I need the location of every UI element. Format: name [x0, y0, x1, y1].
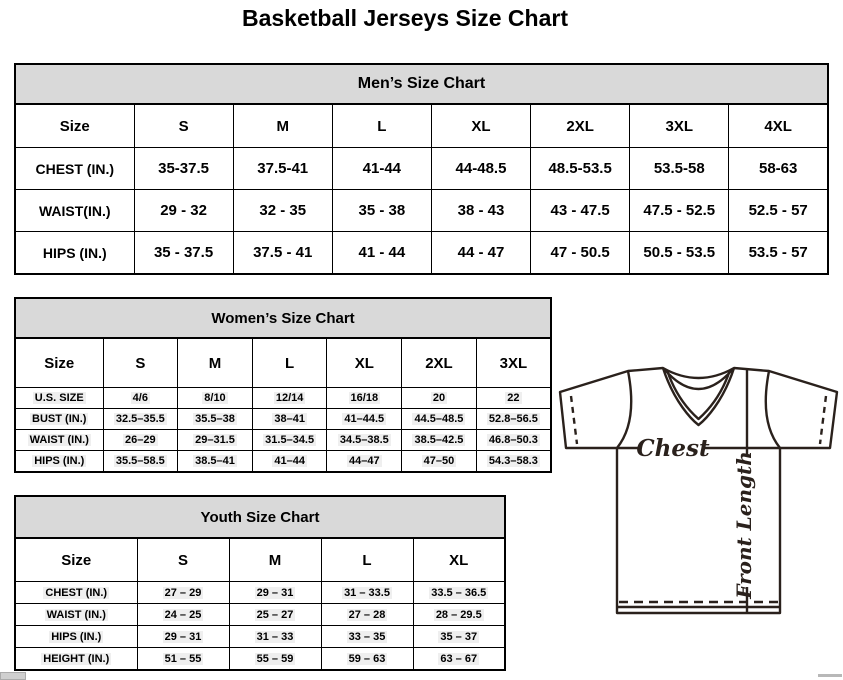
- column-header: Size: [15, 104, 134, 148]
- size-value-cell: 8/10: [178, 388, 253, 409]
- size-value-cell: 35 - 38: [332, 190, 431, 232]
- row-label: HIPS (IN.): [15, 626, 137, 648]
- size-value-cell: 53.5 - 57: [729, 232, 828, 275]
- data-row: [15, 648, 505, 671]
- row-label: HIPS (IN.): [15, 451, 103, 473]
- title-row: [15, 64, 828, 104]
- size-value-cell: 33 – 35: [321, 626, 413, 648]
- column-header: 2XL: [402, 338, 477, 388]
- size-value-cell: 51 – 55: [137, 648, 229, 671]
- front-length-label: Front Length: [732, 451, 756, 599]
- size-value-cell: 26–29: [103, 430, 178, 451]
- column-header: XL: [431, 104, 530, 148]
- size-value-cell: 35-37.5: [134, 148, 233, 190]
- data-row: [15, 451, 551, 473]
- size-value-cell: 37.5 - 41: [233, 232, 332, 275]
- chest-label: Chest: [636, 435, 710, 462]
- column-header: S: [103, 338, 178, 388]
- mens-size-table: [14, 63, 829, 275]
- column-header: L: [332, 104, 431, 148]
- size-value-cell: 4/6: [103, 388, 178, 409]
- size-value-cell: 44 - 47: [431, 232, 530, 275]
- column-header: Size: [15, 538, 137, 582]
- head-row: [15, 338, 551, 388]
- size-value-cell: 52.8–56.5: [476, 409, 551, 430]
- row-label: U.S. SIZE: [15, 388, 103, 409]
- size-value-cell: 24 – 25: [137, 604, 229, 626]
- size-value-cell: 59 – 63: [321, 648, 413, 671]
- size-value-cell: 29–31.5: [178, 430, 253, 451]
- column-header: 2XL: [531, 104, 630, 148]
- size-value-cell: 35 – 37: [413, 626, 505, 648]
- head-row: [15, 538, 505, 582]
- size-value-cell: 28 – 29.5: [413, 604, 505, 626]
- size-value-cell: 41–44.5: [327, 409, 402, 430]
- size-value-cell: 43 - 47.5: [531, 190, 630, 232]
- column-header: Size: [15, 338, 103, 388]
- column-header: S: [134, 104, 233, 148]
- row-label: HIPS (IN.): [15, 232, 134, 275]
- table-title: Women’s Size Chart: [15, 298, 551, 338]
- size-value-cell: 44.5–48.5: [402, 409, 477, 430]
- jersey-outline: [560, 368, 837, 613]
- column-header: 4XL: [729, 104, 828, 148]
- size-value-cell: 33.5 – 36.5: [413, 582, 505, 604]
- size-value-cell: 38.5–42.5: [402, 430, 477, 451]
- column-header: S: [137, 538, 229, 582]
- data-row: [15, 409, 551, 430]
- size-value-cell: 29 - 32: [134, 190, 233, 232]
- size-value-cell: 38.5–41: [178, 451, 253, 473]
- table-title: Men’s Size Chart: [15, 64, 828, 104]
- size-value-cell: 54.3–58.3: [476, 451, 551, 473]
- data-row: [15, 232, 828, 275]
- size-value-cell: 34.5–38.5: [327, 430, 402, 451]
- column-header: M: [178, 338, 253, 388]
- youth-size-table: [14, 495, 506, 671]
- size-value-cell: 53.5-58: [630, 148, 729, 190]
- size-value-cell: 58-63: [729, 148, 828, 190]
- title-row: [15, 496, 505, 538]
- jersey-measurement-diagram: [545, 360, 843, 625]
- size-value-cell: 44-48.5: [431, 148, 530, 190]
- size-value-cell: 35.5–58.5: [103, 451, 178, 473]
- size-value-cell: 25 – 27: [229, 604, 321, 626]
- horizontal-scrollbar-fragment[interactable]: [818, 674, 842, 677]
- size-value-cell: 44–47: [327, 451, 402, 473]
- head-row: [15, 104, 828, 148]
- table-title: Youth Size Chart: [15, 496, 505, 538]
- data-row: [15, 430, 551, 451]
- row-label: WAIST (IN.): [15, 430, 103, 451]
- size-value-cell: 27 – 28: [321, 604, 413, 626]
- size-value-cell: 31.5–34.5: [252, 430, 327, 451]
- data-row: [15, 190, 828, 232]
- data-row: [15, 626, 505, 648]
- size-value-cell: 29 – 31: [229, 582, 321, 604]
- size-value-cell: 32.5–35.5: [103, 409, 178, 430]
- data-row: [15, 604, 505, 626]
- size-value-cell: 27 – 29: [137, 582, 229, 604]
- row-label: WAIST(IN.): [15, 190, 134, 232]
- size-value-cell: 50.5 - 53.5: [630, 232, 729, 275]
- row-label: CHEST (IN.): [15, 582, 137, 604]
- size-value-cell: 38–41: [252, 409, 327, 430]
- row-label: HEIGHT (IN.): [15, 648, 137, 671]
- size-value-cell: 16/18: [327, 388, 402, 409]
- size-value-cell: 29 – 31: [137, 626, 229, 648]
- size-value-cell: 63 – 67: [413, 648, 505, 671]
- size-value-cell: 47.5 - 52.5: [630, 190, 729, 232]
- size-value-cell: 31 – 33: [229, 626, 321, 648]
- size-value-cell: 22: [476, 388, 551, 409]
- page-title: Basketball Jerseys Size Chart: [241, 5, 568, 31]
- data-row: [15, 388, 551, 409]
- size-value-cell: 47 - 50.5: [531, 232, 630, 275]
- size-value-cell: 32 - 35: [233, 190, 332, 232]
- size-value-cell: 48.5-53.5: [531, 148, 630, 190]
- size-value-cell: 20: [402, 388, 477, 409]
- column-header: 3XL: [476, 338, 551, 388]
- column-header: 3XL: [630, 104, 729, 148]
- size-value-cell: 35.5–38: [178, 409, 253, 430]
- column-header: L: [321, 538, 413, 582]
- size-value-cell: 12/14: [252, 388, 327, 409]
- column-header: M: [229, 538, 321, 582]
- title-row: [15, 298, 551, 338]
- size-value-cell: 31 – 33.5: [321, 582, 413, 604]
- data-row: [15, 148, 828, 190]
- size-value-cell: 41–44: [252, 451, 327, 473]
- size-value-cell: 46.8–50.3: [476, 430, 551, 451]
- size-value-cell: 38 - 43: [431, 190, 530, 232]
- size-value-cell: 47–50: [402, 451, 477, 473]
- size-value-cell: 55 – 59: [229, 648, 321, 671]
- column-header: XL: [413, 538, 505, 582]
- womens-size-table: [14, 297, 552, 473]
- size-value-cell: 35 - 37.5: [134, 232, 233, 275]
- size-value-cell: 41-44: [332, 148, 431, 190]
- size-value-cell: 41 - 44: [332, 232, 431, 275]
- data-row: [15, 582, 505, 604]
- row-label: CHEST (IN.): [15, 148, 134, 190]
- column-header: M: [233, 104, 332, 148]
- size-value-cell: 52.5 - 57: [729, 190, 828, 232]
- column-header: L: [252, 338, 327, 388]
- row-label: BUST (IN.): [15, 409, 103, 430]
- row-label: WAIST (IN.): [15, 604, 137, 626]
- column-header: XL: [327, 338, 402, 388]
- size-value-cell: 37.5-41: [233, 148, 332, 190]
